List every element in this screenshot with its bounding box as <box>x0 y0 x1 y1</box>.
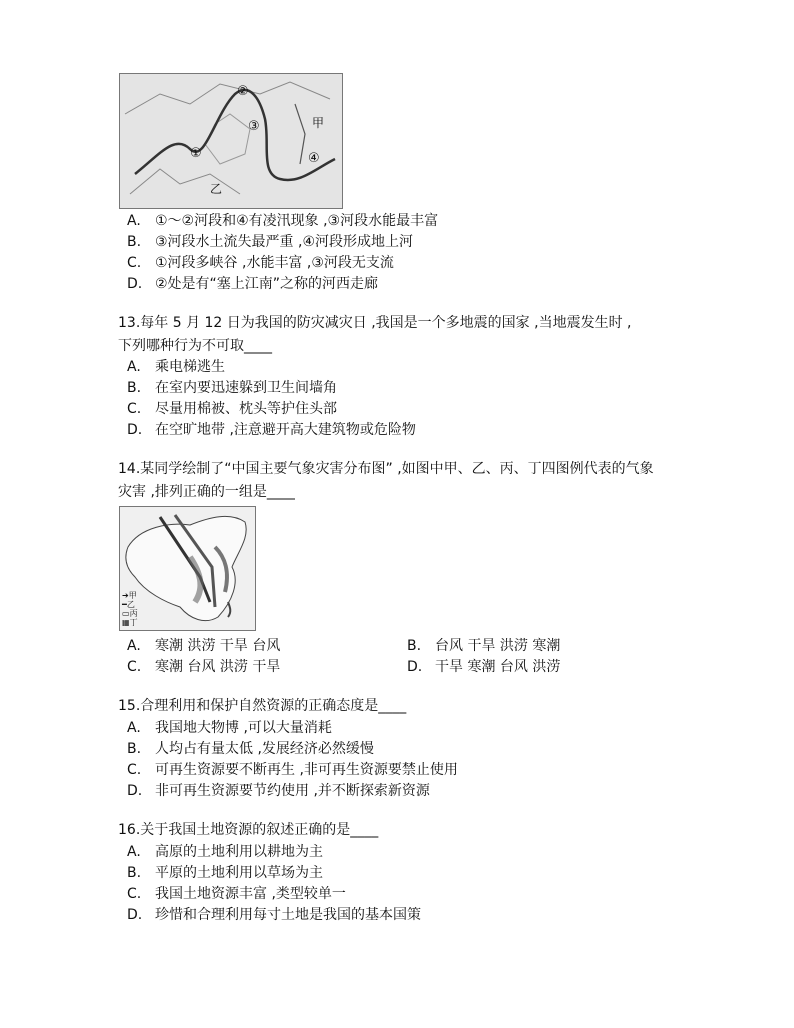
map-label-yi: 乙 <box>210 182 223 196</box>
map-label-4: ④ <box>308 151 320 166</box>
q16-stem: 16.关于我国土地资源的叙述正确的是____ <box>118 822 379 838</box>
q14-option-a: A. 寒潮 洪涝 干旱 台风 <box>127 638 281 654</box>
q15-stem: 15.合理利用和保护自然资源的正确态度是____ <box>118 698 407 714</box>
yellow-river-map <box>119 73 343 209</box>
q12-option-a: A. ①～②河段和④有凌汛现象 ,③河段水能最丰富 <box>127 213 439 229</box>
map-label-1: ① <box>190 146 202 161</box>
legend-item-yi: ━乙 <box>122 600 135 609</box>
q13-option-a: A. 乘电梯逃生 <box>127 359 225 375</box>
q13-option-b: B. 在室内要迅速躲到卫生间墙角 <box>127 380 337 396</box>
legend-item-ding: ▦丁 <box>122 618 138 627</box>
q15-option-b: B. 人均占有量太低 ,发展经济必然缓慢 <box>127 741 374 757</box>
q16-option-a: A. 高原的土地利用以耕地为主 <box>127 844 323 860</box>
q12-option-d: D. ②处是有“塞上江南”之称的河西走廊 <box>127 276 379 292</box>
q14-stem-line1: 14.某同学绘制了“中国主要气象灾害分布图” ,如图中甲、乙、丙、丁四图例代表的气象 <box>118 461 654 477</box>
q12-option-c: C. ①河段多峡谷 ,水能丰富 ,③河段无支流 <box>127 255 394 271</box>
yellow-river-map-drawing <box>120 74 342 208</box>
q14-option-b: B. 台风 干旱 洪涝 寒潮 <box>407 638 561 654</box>
q14-option-d: D. 干旱 寒潮 台风 洪涝 <box>407 659 561 675</box>
q13-option-d: D. 在空旷地带 ,注意避开高大建筑物或危险物 <box>127 422 416 438</box>
climate-disaster-map-drawing <box>120 507 255 630</box>
q13-stem-line1: 13.每年 5 月 12 日为我国的防灾减灾日 ,我国是一个多地震的国家 ,当地震发生时 , <box>118 315 632 331</box>
map-label-2: ② <box>237 84 249 99</box>
q16-option-c: C. 我国土地资源丰富 ,类型较单一 <box>127 886 346 902</box>
q16-option-d: D. 珍惜和合理利用每寸土地是我国的基本国策 <box>127 907 421 923</box>
legend-item-jia: ➔甲 <box>122 591 137 600</box>
map-label-jia: 甲 <box>312 116 325 130</box>
q13-option-c: C. 尽量用棉被、枕头等护住头部 <box>127 401 337 417</box>
q15-option-d: D. 非可再生资源要节约使用 ,并不断探索新资源 <box>127 783 430 799</box>
climate-disaster-map <box>119 506 256 631</box>
q14-option-c: C. 寒潮 台风 洪涝 干旱 <box>127 659 281 675</box>
q14-stem-line2: 灾害 ,排列正确的一组是____ <box>118 484 295 500</box>
q15-option-a: A. 我国地大物博 ,可以大量消耗 <box>127 720 332 736</box>
q12-option-b: B. ③河段水土流失最严重 ,④河段形成地上河 <box>127 234 414 250</box>
legend-item-bing: ▭丙 <box>122 609 138 618</box>
q15-option-c: C. 可再生资源要不断再生 ,非可再生资源要禁止使用 <box>127 762 458 778</box>
q16-option-b: B. 平原的土地利用以草场为主 <box>127 865 323 881</box>
legend <box>122 591 138 627</box>
q13-stem-line2: 下列哪种行为不可取____ <box>118 338 272 354</box>
map-label-3: ③ <box>248 119 260 134</box>
